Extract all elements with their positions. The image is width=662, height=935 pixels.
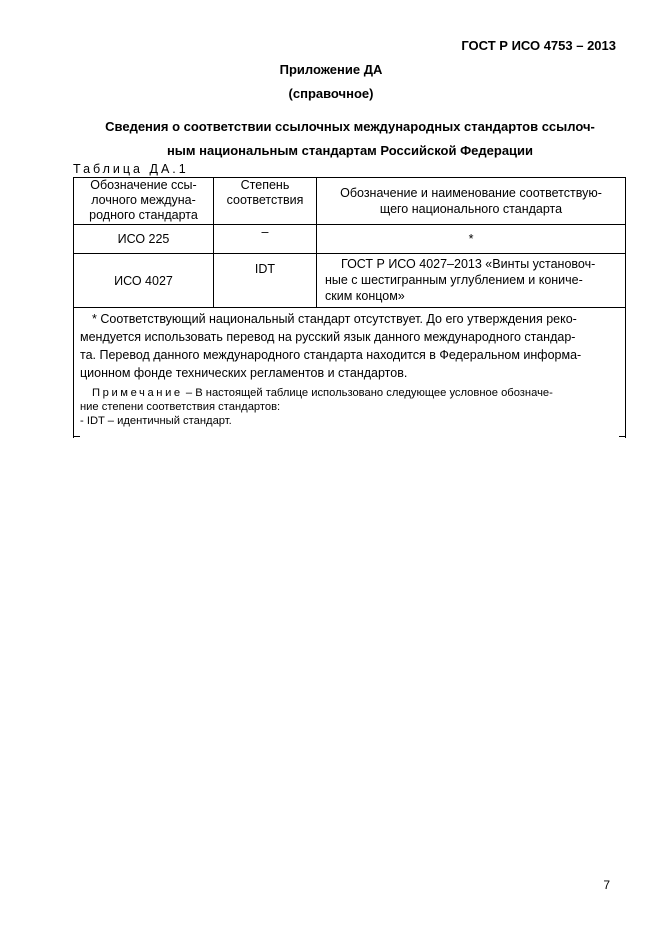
note-text: – В настоящей таблице использовано следующее условное обозначе- [182,387,553,399]
heading-line-1: Сведения о соответствии ссылочных международных стандартов ссылоч- [105,119,595,134]
cell-ref: ИСО 4027 [74,254,214,308]
cell-text: ные с шестигранным углублением и кониче- [325,273,583,287]
footnote-line: ционном фонде технических регламентов и стандартов. [80,366,408,380]
correspondence-table [73,177,626,438]
cell-text: ским концом» [325,289,405,303]
annex-subtitle: (справочное) [288,86,374,101]
table-header-row [74,178,626,225]
cell-text: ГОСТ Р ИСО 4027–2013 «Винты установоч- [341,257,596,271]
cell-degree: IDT [214,254,317,308]
cell-national: * [317,225,626,254]
heading-line-2: ным национальным стандартам Российской Федерации [166,143,534,158]
cell-national [317,254,626,308]
table-row [74,225,626,254]
table-row [74,254,626,308]
header-text: Степень [240,178,290,192]
footnote-line: * Соответствующий национальный стандарт отсутствует. До его утверждения реко- [92,312,577,326]
note-line: - IDT – идентичный стандарт. [80,415,232,427]
annex-heading [70,115,630,163]
table-note [80,386,617,428]
header-ref-standard [74,178,214,225]
page-number: 7 [603,878,610,892]
header-text: лочного междуна- [91,193,196,207]
cell-degree: – [214,225,317,254]
table-caption: Таблица ДА.1 [73,162,189,176]
footnote [80,310,617,382]
header-national-standard [317,178,626,225]
note-line: ние степени соответствия стандартов: [80,401,281,413]
cell-ref: ИСО 225 [74,225,214,254]
header-degree [214,178,317,225]
footnote-cell [74,308,626,439]
note-line [80,386,617,400]
footnote-line: та. Перевод данного международного стандарта находится в Федеральном информа- [80,348,582,362]
header-text: соответствия [226,193,304,207]
table-footer-row [74,308,626,439]
annex-title: Приложение ДА [279,62,383,77]
note-label: Примечание [92,387,183,399]
header-text: Обозначение и наименование соответствую- [340,186,602,200]
header-text: родного стандарта [89,208,198,222]
table-corner-mark-left [73,436,80,437]
document-code: ГОСТ Р ИСО 4753 – 2013 [461,38,616,53]
footnote-line: мендуется использовать перевод на русский язык данного международного стандар- [80,330,576,344]
header-text: Обозначение ссы- [90,178,197,192]
table-corner-mark-right [619,436,626,437]
header-text: щего национального стандарта [379,202,563,216]
